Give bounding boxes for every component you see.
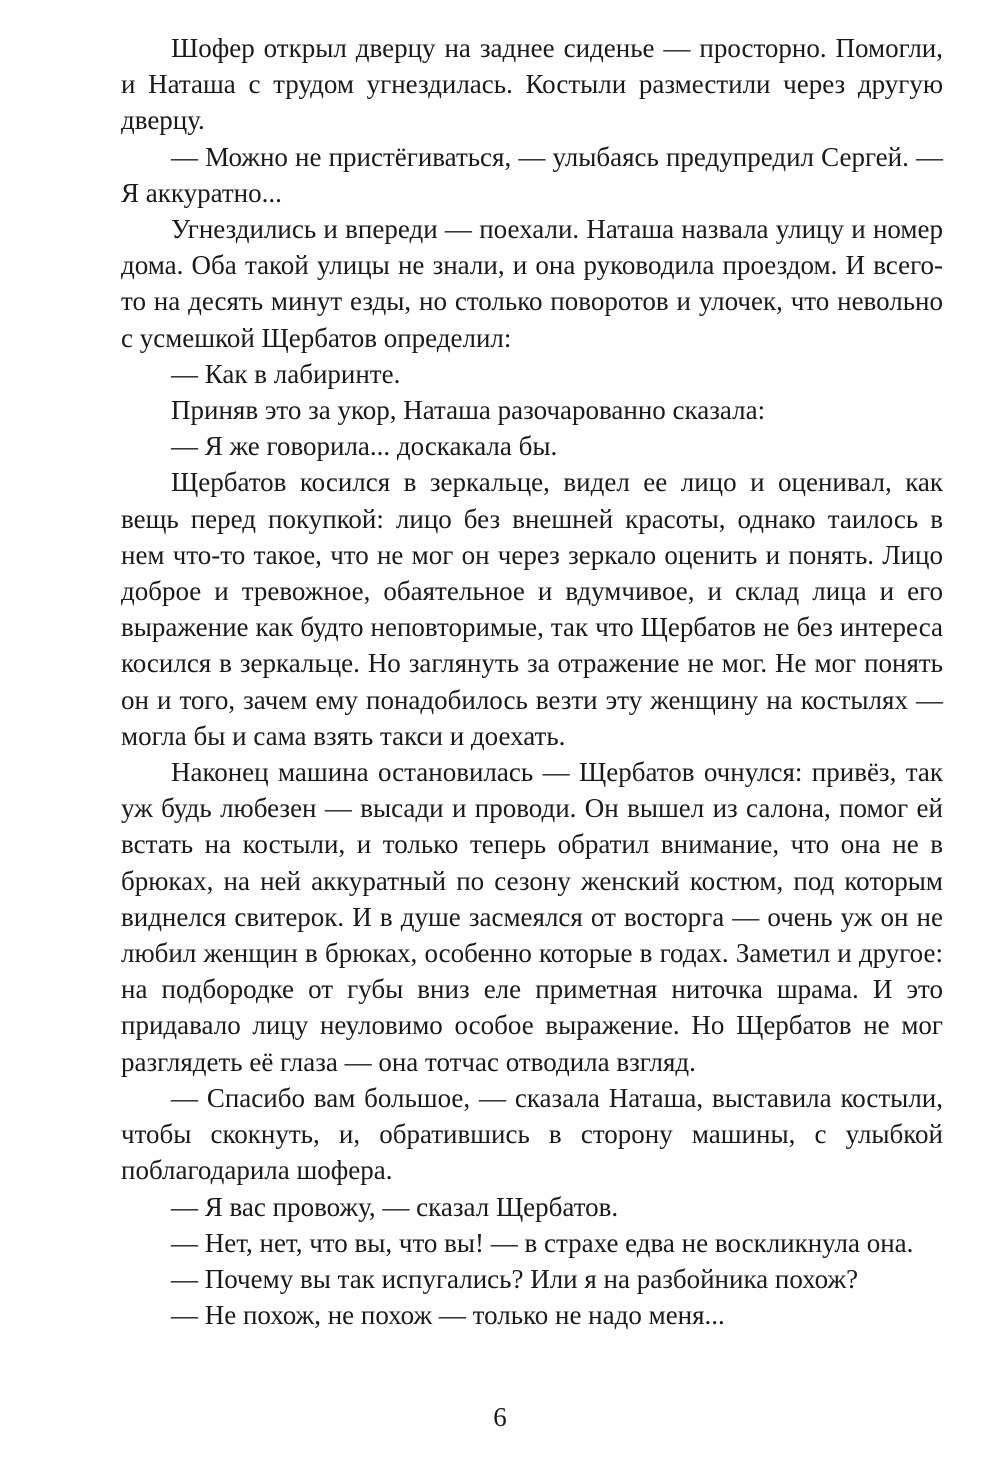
paragraph: Наконец машина остановилась — Щербатов очнулся: привёз, так уж будь любезен — высади и проводи. Он вышел из салона, помог ей встать на костыли, и только теперь обратил внимание, что она не в брюках, на ней аккуратный по сезону женский костюм, под которым виднелся свитерок. И в душе засмеялся от восторга — очень уж он не любил женщин в брюках, особенно которые в годах. Заметил и другое: на подбородке от губы вниз еле приметная ниточка шрама. И это придавало лицу неуловимо особое выражение. Но Щербатов не мог разглядеть её глаза — она тотчас отводила взгляд. — [121, 757, 943, 1077]
paragraph: — Спасибо вам большое, — сказала Наташа, выставила костыли, чтобы скокнуть, и, обратившись в сторону машины, с улыбкой поблагодарила шофера. — [121, 1082, 943, 1186]
paragraph: Приняв это за укор, Наташа разочарованно сказала: — [171, 395, 766, 426]
paragraph: — Я же говорила... доскакала бы. — [171, 431, 558, 462]
paragraph: Шофер открыл дверцу на заднее сиденье — просторно. Помогли, и Наташа с трудом угнездилась. Костыли разместили через другую дверцу. — [121, 33, 943, 136]
paragraph: Угнездились и впереди — поехали. Наташа назвала улицу и номер дома. Оба такой улицы не знали, и она руководила проездом. И всего-то на десять минут езды, но столько поворотов и улочек, что невольно с усмешкой Щербатов определил: — [121, 214, 943, 353]
paragraph: — Можно не пристёгиваться, — улыбаясь предупредил Сергей. — Я аккуратно... — [121, 141, 943, 208]
paragraph: — Не похож, не похож — только не надо меня... — [171, 1300, 725, 1331]
paragraph: — Как в лабиринте. — [171, 358, 401, 389]
page-number: 6 — [493, 1402, 507, 1432]
page-body — [121, 30, 943, 1333]
paragraph: — Почему вы так испугались? Или я на разбойника похож? — [171, 1263, 859, 1294]
paragraph: — Я вас провожу, — сказал Щербатов. — [171, 1191, 619, 1222]
paragraph: Щербатов косился в зеркальце, видел ее лицо и оценивал, как вещь перед покупкой: лицо без внешней красоты, однако таилось в нем что-то такое, что не мог он через зеркало оценить и понять. Лицо доброе и тревожное, обаятельное и вдумчивое, и склад лица и его выражение как будто неповторимые, так что Щербатов не без интереса косился в зеркальце. Но заглянуть за отражение не мог. Не мог понять он и того, зачем ему понадобилось везти эту женщину на костылях — могла бы и сама взять такси и доехать. — [121, 467, 943, 751]
paragraph: — Нет, нет, что вы, что вы! — в страхе едва не воскликнула она. — [171, 1227, 914, 1258]
